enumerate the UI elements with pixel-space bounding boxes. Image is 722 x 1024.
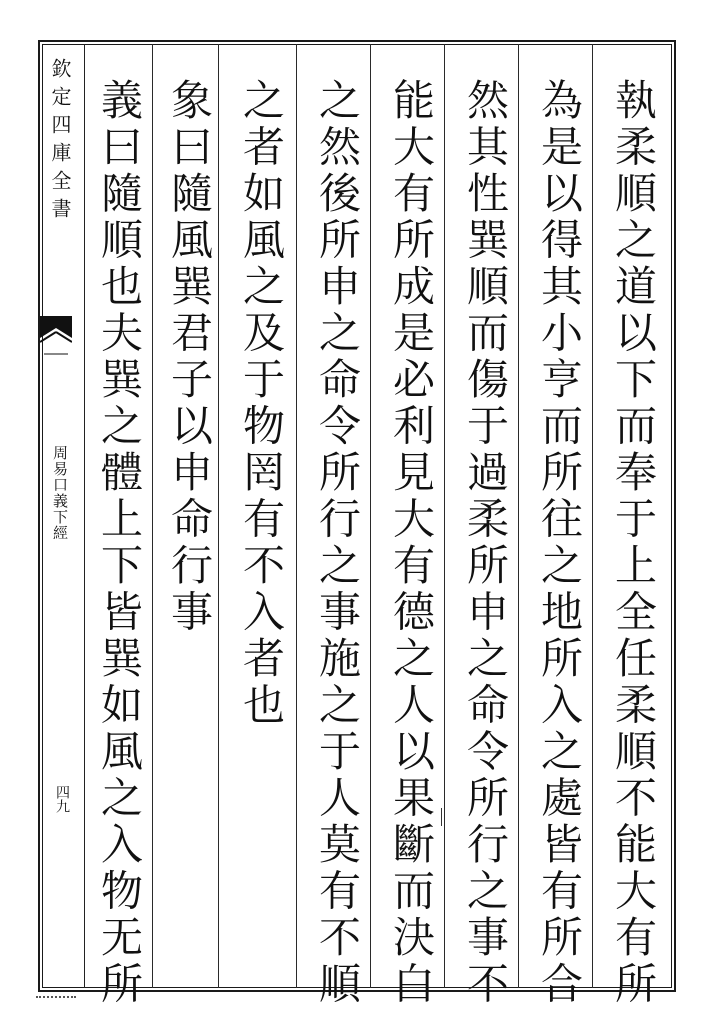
column-rule <box>592 44 593 988</box>
margin-page-number: 四九 <box>54 785 70 813</box>
fishtail-mark-icon <box>40 316 72 356</box>
bottom-dots <box>36 996 76 1002</box>
column-rule <box>370 44 371 988</box>
text-column-3: 然其性巽順而傷于過柔所申之命令所行之事不 <box>461 78 510 1008</box>
text-column-8: 義曰隨順也夫巽之體上下皆巽如風之入物无所 <box>95 78 144 1008</box>
column-rule <box>444 44 445 988</box>
margin-book-title: 周易口義下經 <box>51 445 69 541</box>
column-rule <box>152 44 153 988</box>
text-column-7: 象曰隨風巽君子以申命行事 <box>165 78 214 636</box>
text-column-1: 執柔順之道以下而奉于上全任柔順不能大有所 <box>609 78 658 1008</box>
margin-collection-title: 欽定四庫全書 <box>48 58 72 226</box>
column-rule <box>518 44 519 988</box>
text-column-6: 之者如風之及于物罔有不入者也 <box>237 78 286 729</box>
column-tick-mark <box>441 808 448 826</box>
text-column-5: 之然後所申之命令所行之事施之于人莫有不順 <box>313 78 362 1008</box>
text-column-4: 能大有所成是必利見大有德之人以果斷而決白 <box>387 78 436 1008</box>
column-rule <box>218 44 219 988</box>
column-rule <box>296 44 297 988</box>
margin-rule <box>84 44 85 988</box>
text-column-2: 為是以得其小亨而所往之地所入之處皆有所合 <box>535 78 584 1008</box>
